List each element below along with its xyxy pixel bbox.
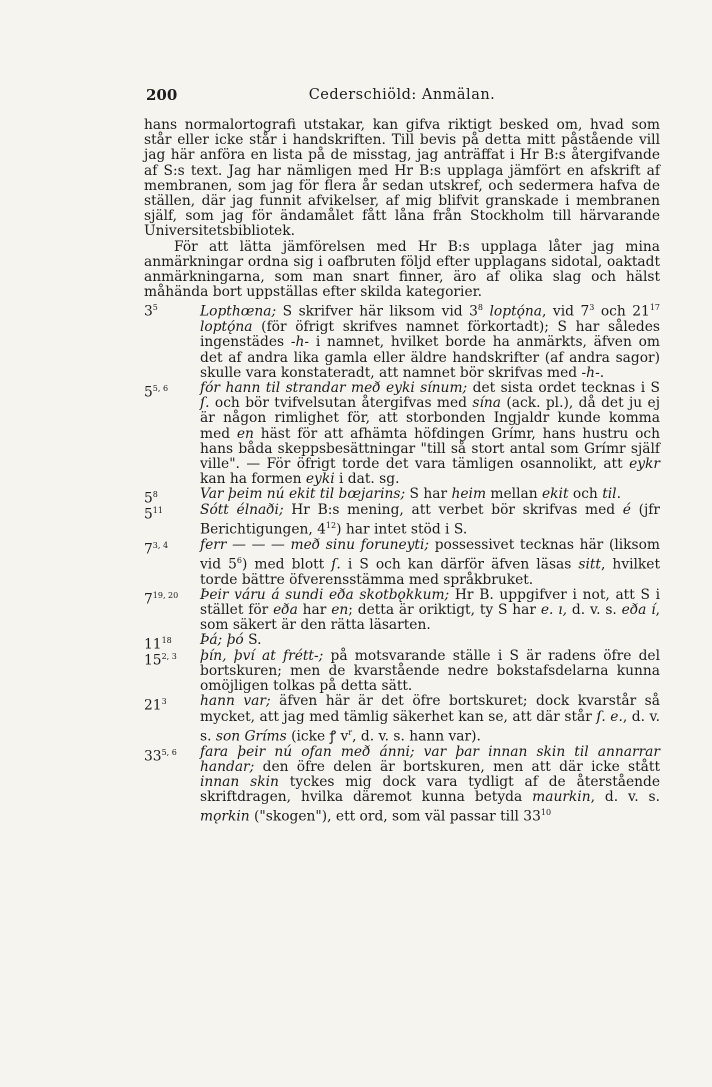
quoted-text: Þeir váru á sundi eða skotbǫkkum; xyxy=(200,586,450,603)
page-header xyxy=(146,86,658,108)
quoted-text: eyki xyxy=(305,471,335,488)
quoted-text: e. ı, xyxy=(540,602,568,619)
superscript: 6 xyxy=(236,555,242,565)
note-entry xyxy=(144,538,660,588)
note-text: ) har intet stöd i S. xyxy=(336,521,468,538)
note-page: 7 xyxy=(144,591,153,608)
superscript: 3 xyxy=(589,303,595,313)
note-reference xyxy=(144,588,198,608)
note-page: 15 xyxy=(144,652,162,669)
quoted-text: son Gríms xyxy=(215,728,287,745)
quoted-text: ekit xyxy=(542,486,569,503)
note-text: Hr B. uppgifver i not, att S i stället för xyxy=(200,586,660,619)
note-text: , hvilket torde bättre öfverensstämma med språkbruket. xyxy=(200,556,661,588)
note-text: den öfre delen är bortskuren, men att där icke stått xyxy=(254,758,660,775)
note-text: tyckes mig dock vara tydligt af de återstående skriftdragen, hvilka däremot kunna betyda xyxy=(200,773,661,806)
quoted-text: sitt xyxy=(578,556,601,573)
quoted-text: loptǫ́na xyxy=(200,319,253,336)
note-text: (ack. pl.), då det ju ej är någon rimlighet för, att storbonden Ingjaldr kunde komma med xyxy=(200,395,660,442)
quoted-text: Þá; þó xyxy=(200,632,244,649)
note-reference xyxy=(144,649,198,669)
superscript: 10 xyxy=(540,808,552,818)
note-text: S. xyxy=(243,632,262,649)
note-text: och bör tvifvelsutan återgifvas med xyxy=(209,395,473,412)
note-text: S har xyxy=(405,486,452,503)
note-text: det sista ordet tecknas i S xyxy=(467,380,660,397)
note-reference xyxy=(144,300,198,320)
quoted-text: -h- xyxy=(290,334,310,351)
paragraph: För att lätta jämförelsen med Hr B:s upplaga låter jag mina anmärkningar ordna sig i oafbruten följd efter upplagans sidotal, oaktadt anmärkningarna, som man snart finner, äro af olika slag och hälst måhända bort uppställas efter skilda kategorier. xyxy=(144,238,660,301)
note-entry xyxy=(144,632,660,654)
quoted-text: eykr xyxy=(629,456,660,473)
note-text: ("skogen"), ett ord, som väl passar till 33 xyxy=(249,808,541,825)
note-entry xyxy=(144,745,660,826)
quoted-text: heim xyxy=(451,486,487,503)
note-page: 7 xyxy=(144,541,153,558)
note-line: 2, 3 xyxy=(161,651,177,661)
note-entry xyxy=(144,694,660,744)
note-text: på motsvarande ställe i S är radens öfre del bortskuren; men de kvarstående nedre bokstafsdelarna kunna omöjligen tolkas på detta sätt. xyxy=(200,647,660,695)
note-line: 18 xyxy=(161,636,172,646)
note-page: 5 xyxy=(144,384,153,401)
quoted-text: ſ. xyxy=(200,395,210,412)
quoted-text: til xyxy=(602,486,617,503)
note-page: 5 xyxy=(144,491,153,508)
quoted-text: en xyxy=(236,425,254,442)
note-line: 11 xyxy=(152,505,163,515)
note-line: 3 xyxy=(161,697,167,707)
quoted-text: þín, því at frétt-; xyxy=(200,647,324,664)
note-text: Hr B:s mening, att verbet bör skrifvas med xyxy=(283,501,623,518)
quoted-text: ſ. e. xyxy=(596,708,623,725)
note-text: i namnet, hvilket borde ha anmärkts, äfven om det af andra lika gamla eller äldre handskrifter (af andra sagor) skulle vara konstateradt, att namnet bör skrifvas med xyxy=(200,334,660,381)
note-text: i S och kan därför äfven läsas xyxy=(340,556,579,573)
quoted-text: fara þeir nú ofan með ánni; var þar innan skin til annarrar handar; xyxy=(200,743,660,775)
note-entry xyxy=(144,300,660,381)
quoted-text: Lopthœna; xyxy=(200,304,277,321)
quoted-text: ſ. xyxy=(331,556,341,573)
note-text: häst för att afhämta höfdingen Grímr, hans hustru och hans båda skeppsbesättningar "till så stort antal som Grímr själf ville". — För öfrigt torde det vara tämligen osannolikt, att xyxy=(200,425,660,473)
quoted-text: eða í xyxy=(621,602,656,619)
note-text: . xyxy=(599,364,605,381)
note-text: och 21 xyxy=(594,304,650,321)
note-text: har xyxy=(297,602,332,619)
notes-list xyxy=(144,300,660,825)
quoted-text: Var þeim nú ekit til bœjarins; xyxy=(200,486,406,503)
superscript: 12 xyxy=(325,520,337,530)
note-text: , d. v. s. xyxy=(200,708,660,745)
note-line: 8 xyxy=(152,490,158,500)
superscript: 8 xyxy=(477,303,483,313)
quoted-text: en xyxy=(331,602,349,619)
note-page: 3 xyxy=(144,304,153,321)
note-text: , d. v. s. xyxy=(590,789,660,806)
quoted-text: hann var; xyxy=(200,693,271,710)
note-text: . xyxy=(616,486,621,503)
page-number: 200 xyxy=(146,86,178,104)
note-text: (icke ꝭ v xyxy=(286,728,349,745)
note-reference xyxy=(144,745,198,765)
note-entry xyxy=(144,588,660,634)
note-text: , d. v. s. hann var). xyxy=(352,728,481,745)
note-text: , vid 7 xyxy=(542,304,590,321)
note-text: mellan xyxy=(486,486,543,503)
quoted-text: innan skin xyxy=(200,773,279,790)
note-text: S skrifver här liksom vid 3 xyxy=(276,304,478,321)
note-text: (jfr Berichtigungen, 4 xyxy=(200,501,660,538)
page-body xyxy=(144,118,660,825)
note-line: 5, 6 xyxy=(161,747,177,757)
note-entry xyxy=(144,381,660,487)
note-entry xyxy=(144,649,660,695)
note-page: 21 xyxy=(144,697,162,714)
superscript: 17 xyxy=(649,303,661,313)
note-entry xyxy=(144,503,660,538)
note-line: 5 xyxy=(152,303,158,313)
quoted-text: maurkin xyxy=(532,789,591,806)
quoted-text: é xyxy=(622,501,631,518)
quoted-text: Sótt élnaði; xyxy=(200,501,284,518)
note-text: äfven här är det öfre bortskuret; dock kvarstår så mycket, att jag med tämlig säkerhet kan se, att där står xyxy=(200,693,660,725)
note-line: 5, 6 xyxy=(152,384,169,394)
quoted-text: sína xyxy=(472,395,501,412)
paragraph: hans normalortografi utstakar, kan gifva riktigt besked om, hvad som står eller icke står i handskriften. Till bevis på detta mitt påstående vill jag här anföra en lista på de misstag, jag anträffat i Hr B:s återgifvande af S:s text. Jag har nämligen med Hr B:s upplaga jämfört en afskrift af membranen, som jag för flera år sedan utskref, och sedermera hafva de ställen, där jag funnit afvikelser, af mig blifvit granskade i membranen själf, som jag för ändamålet fått låna från Stockholm till härvarande Universitetsbibliotek. xyxy=(144,117,660,240)
note-page: 11 xyxy=(144,637,162,654)
note-text: , som säkert är den rätta läsarten. xyxy=(200,602,660,634)
note-text: (för öfrigt skrifves namnet förkortadt); S har således ingenstädes xyxy=(200,319,660,351)
quoted-text: eða xyxy=(273,602,298,619)
quoted-text: -h- xyxy=(581,364,600,381)
note-reference xyxy=(144,538,198,558)
quoted-text: fór hann til strandar með eyki sínum; xyxy=(200,380,468,397)
quoted-text: loptǫ́na xyxy=(489,304,543,321)
note-line: 3, 4 xyxy=(152,540,169,550)
running-title: Cederschiöld: Anmälan. xyxy=(308,87,496,103)
note-reference xyxy=(144,694,198,714)
note-reference xyxy=(144,381,198,401)
note-entry xyxy=(144,486,660,508)
note-text: ) med blott xyxy=(241,556,332,573)
superscript: r xyxy=(348,727,353,737)
note-page: 33 xyxy=(144,748,162,765)
note-text: d. v. s. xyxy=(567,602,622,619)
note-page: 5 xyxy=(144,506,153,523)
note-reference xyxy=(144,503,198,523)
note-line: 19, 20 xyxy=(152,590,179,600)
note-text: ; detta är oriktigt, ty S har xyxy=(348,602,541,619)
note-text: och xyxy=(568,486,603,503)
note-text: i dat. sg. xyxy=(334,471,400,488)
quoted-text: mǫrkin xyxy=(200,808,250,825)
quoted-text: ferr — — — með sinu foruneyti; xyxy=(200,536,430,553)
note-text: kan ha formen xyxy=(200,471,306,488)
note-text: possessivet tecknas här (liksom vid 5 xyxy=(200,536,660,573)
